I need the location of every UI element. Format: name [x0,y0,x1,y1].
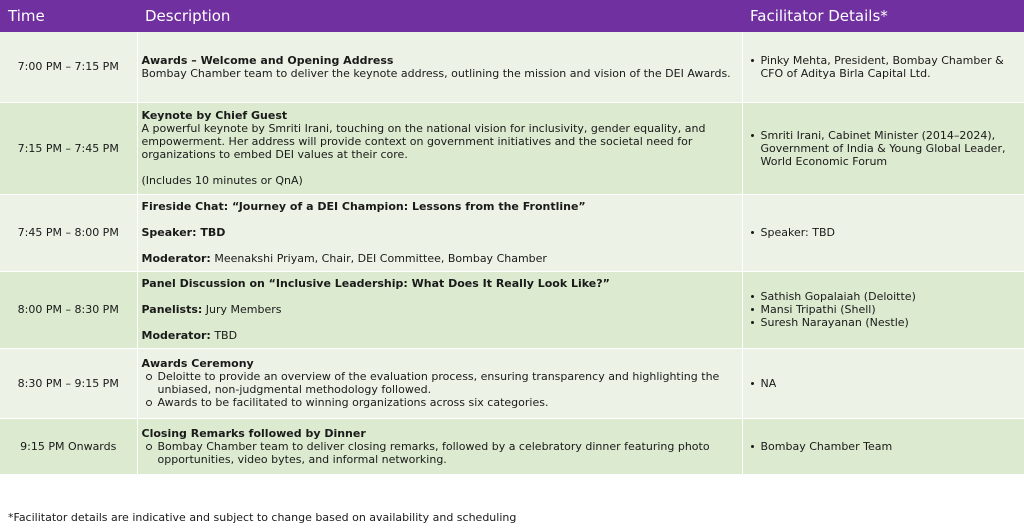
facilitator-item: Mansi Tripathi (Shell) [747,303,1020,316]
moderator-value: TBD [210,329,238,342]
facilitator-item: Sathish Gopalaiah (Deloitte) [747,290,1020,303]
facilitator-item: Suresh Narayanan (Nestle) [747,316,1020,329]
session-title: Awards – Welcome and Opening Address [141,53,394,67]
session-text: Bombay Chamber team to deliver the keynote address, outlining the mission and vision of the DEI Awards. [141,66,731,80]
row-time: 9:15 PM Onwards [0,418,137,474]
row-facilitators [742,348,1024,418]
panelists-label: Panelists: [141,303,203,316]
row-time: 7:15 PM – 7:45 PM [0,102,137,194]
session-bullet: Deloitte to provide an overview of the evaluation process, ensuring transparency and highlighting the unbiased, non-judgmental methodology followed. [142,370,738,396]
row-description [137,418,742,474]
session-title: Panel Discussion on “Inclusive Leadership: What Does It Really Look Like?” [141,277,610,290]
facilitator-item: Speaker: TBD [747,226,1020,239]
table-header-row [0,0,1024,32]
table-row [0,32,1024,102]
moderator-label: Moderator: [141,329,211,342]
row-facilitators [742,271,1024,348]
footnote: *Facilitator details are indicative and subject to change based on availability and scheduling [8,511,517,524]
table-row [0,102,1024,194]
table-row [0,418,1024,474]
facilitator-item: Pinky Mehta, President, Bombay Chamber & CFO of Aditya Birla Capital Ltd. [747,54,1020,80]
panelists-line [142,303,738,316]
session-bullet: Awards to be facilitated to winning organizations across six categories. [142,396,738,409]
panelists-value: Jury Members [202,303,282,316]
session-title: Keynote by Chief Guest [141,109,288,122]
row-time: 8:30 PM – 9:15 PM [0,348,137,418]
table-row [0,271,1024,348]
row-description [137,32,742,102]
row-time: 8:00 PM – 8:30 PM [0,271,137,348]
row-description [137,194,742,271]
table-row [0,194,1024,271]
session-bullet: Bombay Chamber team to deliver closing remarks, followed by a celebratory dinner featuring photo opportunities, video bytes, and informal networking. [142,440,738,466]
session-title: Awards Ceremony [141,357,254,370]
row-facilitators [742,194,1024,271]
speaker-line: Speaker: TBD [141,226,226,239]
moderator-line [142,252,738,265]
header-description: Description [137,0,742,32]
header-time: Time [0,0,137,32]
session-text: A powerful keynote by Smriti Irani, touching on the national vision for inclusivity, gender equality, and empowerment. Her address will provide context on government initiatives and the societal need for organizations to embed DEI values at their core. [141,122,706,161]
row-description [137,271,742,348]
row-time: 7:45 PM – 8:00 PM [0,194,137,271]
row-facilitators [742,102,1024,194]
table-row [0,348,1024,418]
moderator-line [142,329,738,342]
row-facilitators [742,418,1024,474]
facilitator-item: Smriti Irani, Cabinet Minister (2014–2024), Government of India & Young Global Leader, World Economic Forum [747,129,1020,168]
row-facilitators [742,32,1024,102]
moderator-value: Meenakshi Priyam, Chair, DEI Committee, Bombay Chamber [210,252,547,265]
row-time: 7:00 PM – 7:15 PM [0,32,137,102]
facilitator-item: NA [747,377,1020,390]
header-facilitator: Facilitator Details* [742,0,1024,32]
session-title: Fireside Chat: “Journey of a DEI Champion: Lessons from the Frontline” [141,200,586,213]
row-description [137,348,742,418]
facilitator-item: Bombay Chamber Team [747,440,1020,453]
session-note: (Includes 10 minutes or QnA) [141,174,303,187]
row-description [137,102,742,194]
session-title: Closing Remarks followed by Dinner [141,426,366,440]
moderator-label: Moderator: [141,252,211,265]
